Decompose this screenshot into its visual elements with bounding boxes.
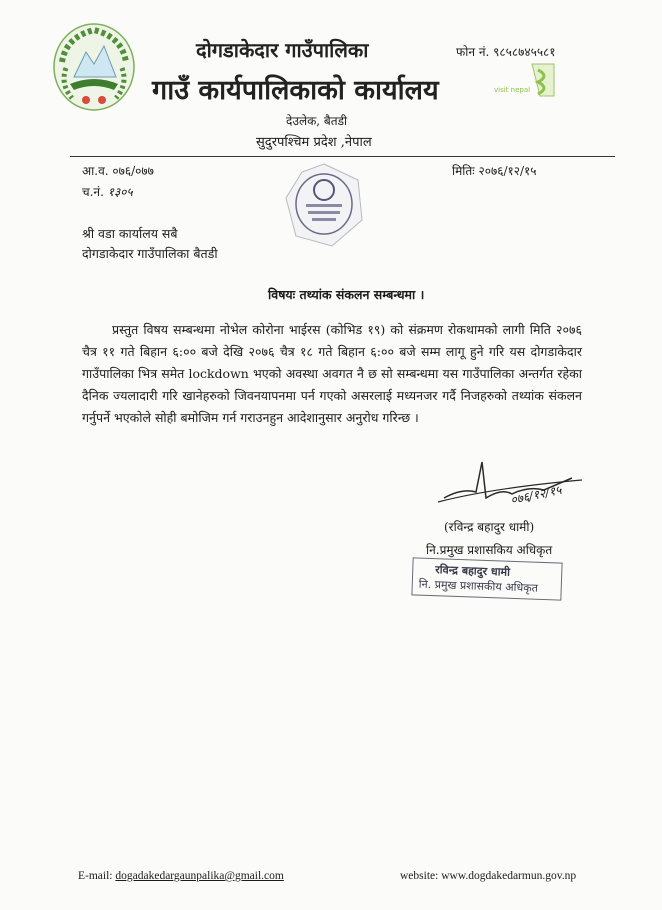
- website-link[interactable]: www.dogdakedarmun.gov.np: [441, 870, 577, 882]
- date-value: २०७६/१२/१५: [478, 164, 537, 178]
- municipality-emblem: [52, 22, 136, 112]
- phone-line: [456, 43, 556, 60]
- letter-body: प्रस्तुत विषय सम्बन्धमा नोभेल कोरोना भाईरस (कोभिड १९) को संक्रमण रोकथामको लागी मिति २०७६ चैत्र ११ गते बिहान ६:०० बजे देखि २०७६ चैत्र १८ गते बिहान ६:०० बजे सम्म लागू हुने गरि यस दोगडाकेदार गाउँपालिका भित्र समेत lockdown भएको अवस्था अवगत नै छ सो सम्बन्धमा यस गाउँपालिका अन्तर्गत रहेका दैनिक ज्यलादारी गरि खानेहरुको जिवनयापनमा पर्न गएको असरलाई मध्यनजर गर्दै निजहरुको तथ्यांक संकलन गर्नुपर्ने भएकोले सोही बमोजिम गर्न गराउनहुन आदेशानुसार अनुरोध गरिन्छ ।: [82, 322, 582, 425]
- reference-label: च.नं.: [82, 185, 104, 199]
- phone-value: ९८५८७४५५८१: [493, 45, 556, 59]
- signature-date: ०७६/१२/१५: [509, 482, 563, 508]
- reference-value: १३०५: [107, 185, 133, 199]
- name-stamp: [411, 557, 562, 600]
- stamp-title: नि. प्रमुख प्रशासकीय अधिकृत: [418, 577, 539, 595]
- municipality-name: दोगडाकेदार गाउँपालिका: [196, 38, 369, 62]
- recipient-line-2: दोगडाकेदार गाउँपालिका बैतडी: [82, 246, 218, 261]
- website-label: website:: [400, 870, 439, 882]
- letter-subject: विषयः तथ्यांक संकलन सम्बन्धमा ।: [268, 287, 425, 302]
- signer-name: (रविन्द्र बहादुर धामी): [444, 520, 535, 534]
- visit-nepal-logo: [492, 62, 560, 102]
- fiscal-year: आ.व. ०७६/०७७: [82, 164, 154, 178]
- signature: [432, 458, 602, 516]
- reference-number: [82, 183, 133, 200]
- phone-label: फोन नं.: [456, 45, 490, 59]
- email-link[interactable]: dogadakedargaunpalika@gmail.com: [115, 870, 284, 882]
- letter-date: [452, 162, 537, 179]
- recipient-line-1: श्री वडा कार्यालय सबै: [82, 226, 178, 241]
- official-seal: [282, 162, 366, 248]
- email-label: E-mail:: [78, 870, 113, 882]
- address-line-2: सुदुरपश्चिम प्रदेश ,नेपाल: [256, 135, 372, 150]
- address-line-1: देउलेक, बैतडी: [286, 114, 348, 128]
- footer-email: [78, 870, 284, 882]
- footer-website: [400, 870, 576, 882]
- signer-title: नि.प्रमुख प्रशासकिय अधिकृत: [426, 543, 553, 557]
- stamp-name: रविन्द्र बहादुर धामी: [435, 563, 511, 579]
- visit-nepal-text: visit nepal: [494, 86, 531, 94]
- date-label: मितिः: [452, 164, 475, 178]
- office-name: गाउँ कार्यपालिकाको कार्यालय: [152, 75, 439, 106]
- header-divider: [70, 156, 615, 157]
